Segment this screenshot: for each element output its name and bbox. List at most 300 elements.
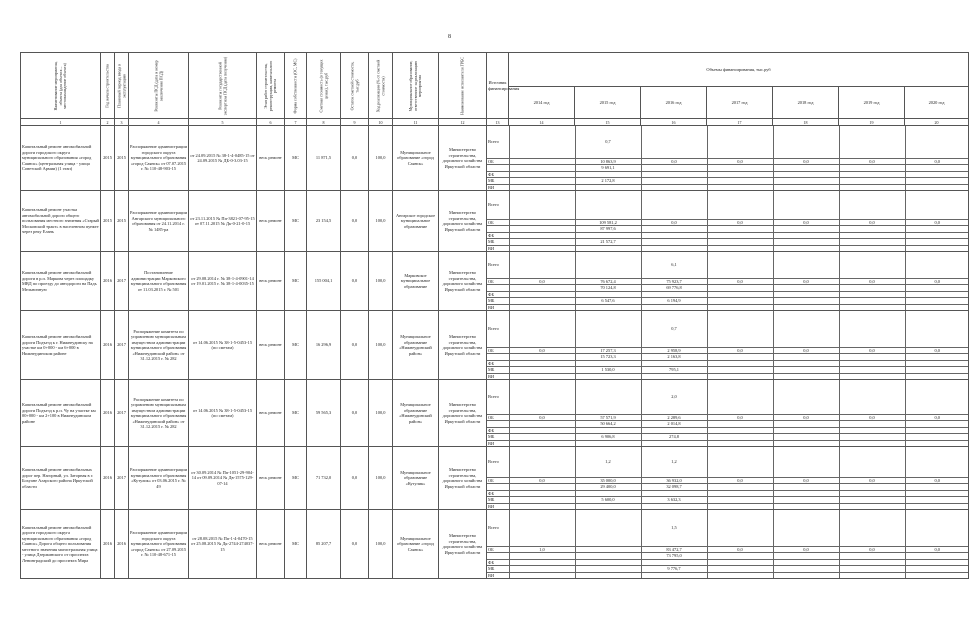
funding-value xyxy=(509,311,575,347)
funding-value xyxy=(707,252,773,278)
table-row xyxy=(21,191,969,252)
funding-value xyxy=(905,440,969,446)
funding-value xyxy=(773,311,839,347)
funding-value xyxy=(905,380,969,414)
funding-value xyxy=(905,191,969,219)
expertise-details: от 30.09.2014 № Пп-1051-29-904-14 от 09.09.2014 № Дв-1575-129-07-14 xyxy=(189,447,257,510)
column-number: 13 xyxy=(487,119,509,126)
funding-value: 0,0 xyxy=(707,414,773,421)
header-col3: Плановый период ввода в эксплуатацию xyxy=(115,53,129,119)
funding-value xyxy=(641,373,707,379)
estimated-cost: 59 565,3 xyxy=(307,380,341,447)
funding-value: 0,0 xyxy=(905,347,969,354)
funding-source: ОБ xyxy=(487,477,509,484)
funding-value xyxy=(509,503,575,509)
psd-details: Распоряжение комитета по управлению муниципальным имуществом администрации муниципального образования «Нижнеудинский район» от 31.12.2015 г. № 282 xyxy=(129,311,189,380)
ownership-form: МС xyxy=(285,126,307,191)
funding-value xyxy=(839,252,905,278)
funding-title: Объемы финансирования, тыс.руб xyxy=(509,53,969,87)
column-numbers-row xyxy=(21,119,969,126)
funding-value xyxy=(773,184,839,190)
header-col13: Источник финансирования xyxy=(487,53,509,119)
funding-value xyxy=(509,184,575,190)
progress-percent: 100,0 xyxy=(369,380,393,447)
funding-value xyxy=(773,373,839,379)
funding-grid xyxy=(487,311,969,380)
funding-value xyxy=(707,304,773,310)
funding-grid xyxy=(487,126,969,191)
funding-source: ВИ xyxy=(488,440,495,446)
column-number: 7 xyxy=(285,119,307,126)
funding-value: 0,0 xyxy=(707,158,773,165)
start-year: 2016 xyxy=(101,252,115,311)
funding-value xyxy=(839,245,905,251)
funding-source: ВИ xyxy=(488,304,495,310)
funding-value xyxy=(575,252,641,278)
funding-value xyxy=(905,184,969,190)
funding-value: 0,0 xyxy=(839,347,905,354)
funding-value xyxy=(509,447,575,477)
table-row xyxy=(21,311,969,380)
funding-value xyxy=(839,380,905,414)
funding-value: 87 997,6 xyxy=(575,226,641,233)
funding-value: 0,0 xyxy=(509,414,575,421)
funding-value xyxy=(773,191,839,219)
remaining-cost: 0,0 xyxy=(341,510,369,579)
funding-value xyxy=(641,503,707,509)
end-year: 2017 xyxy=(115,311,129,380)
page-number: 8 xyxy=(448,34,451,40)
estimated-cost: 16 296,9 xyxy=(307,311,341,380)
funding-grid xyxy=(487,380,969,447)
funding-value xyxy=(905,245,969,251)
funding-source: ВИ xyxy=(488,373,495,379)
funding-value xyxy=(509,440,575,446)
funding-source: ОБ xyxy=(487,278,509,285)
funding-source: ФБ xyxy=(487,490,509,497)
column-number: 10 xyxy=(369,119,393,126)
start-year: 2016 xyxy=(101,510,115,579)
year-header: 2016 год xyxy=(641,87,707,119)
ownership-form: МС xyxy=(285,252,307,311)
column-number: 11 xyxy=(393,119,439,126)
funding-value: 0,0 xyxy=(839,414,905,421)
funding-value xyxy=(575,503,641,509)
funding-value: 17 257,3 xyxy=(575,347,641,354)
funding-source: ОБ xyxy=(487,347,509,354)
funding-value xyxy=(641,245,707,251)
funding-value xyxy=(839,440,905,446)
funding-value: 1,2 xyxy=(641,447,707,477)
header-col6: Этап работ строительства, реконструкции, капитального ремонта xyxy=(257,53,285,119)
funding-value xyxy=(905,126,969,158)
funding-source: ФБ xyxy=(487,171,509,178)
executor: Министерство строительства, дорожного хозяйства Иркутской области xyxy=(439,447,487,510)
object-name: Капитальный ремонт автомобильной дороги городского округа муниципального образования «город Саянск» Дорога общего пользования местного значения магистральная улица - улица Дзержинского от проспекта Ленинградский до проспекта Мира xyxy=(21,510,101,579)
expertise-details: от 24.09.2015 № 38-1-4-0485-15 от 24.09.2015 № ДБ-0-3.03-15 xyxy=(189,126,257,191)
start-year: 2016 xyxy=(101,311,115,380)
funding-value xyxy=(707,440,773,446)
funding-value: 0,0 xyxy=(773,477,839,484)
funding-value xyxy=(707,311,773,347)
expertise-details: от 14.06.2015 № 38-1-5-0453-15 (по сметам) xyxy=(189,311,257,380)
funding-value xyxy=(905,311,969,347)
funding-value: 0,0 xyxy=(707,278,773,285)
funding-value xyxy=(707,510,773,546)
column-number: 1 xyxy=(21,119,101,126)
psd-details: Распоряжение администрации муниципального образования «Кутулик» от 03.06.2015 г. № 49 xyxy=(129,447,189,510)
start-year: 2016 xyxy=(101,380,115,447)
header-col7: Форма собственности (ОС, МС) xyxy=(285,53,307,119)
funding-source: МБ xyxy=(487,367,509,374)
psd-details: Распоряжение администрации городского округа муниципального образования «город Саянск» от 27.09.2015 г. № 110-48-671-15 xyxy=(129,510,189,579)
header-col12: Наименование исполнителя ГРБС xyxy=(439,53,487,119)
funding-value: 2 172,8 xyxy=(575,178,641,185)
funding-value: 3 632,3 xyxy=(641,497,707,504)
funding-value: 0,0 xyxy=(839,546,905,553)
funding-value xyxy=(509,304,575,310)
header-col11: Муниципальное образование, ответственное за реализацию мероприятия xyxy=(393,53,439,119)
funding-value xyxy=(509,252,575,278)
work-stage: весь ремонт xyxy=(257,191,285,252)
funding-value: 57 571,9 xyxy=(575,414,641,421)
remaining-cost: 0,0 xyxy=(341,191,369,252)
progress-percent: 100,0 xyxy=(369,191,393,252)
remaining-cost: 0,0 xyxy=(341,447,369,510)
funding-value: 2 014,8 xyxy=(641,421,707,428)
header-col8: Сметная стоимость (в текущих ценах), тыс.руб xyxy=(307,53,341,119)
funding-value: 2,0 xyxy=(641,380,707,414)
estimated-cost: 155 004,1 xyxy=(307,252,341,311)
funding-value xyxy=(839,510,905,546)
funding-value: 32 098,7 xyxy=(641,484,707,491)
funding-value: 0,0 xyxy=(905,477,969,484)
funding-value xyxy=(509,191,575,219)
object-name: Капитальный ремонт участка автомобильной дороги общего пользования местного значения «Старый Московский тракт» в населенном пункте через реку Елань xyxy=(21,191,101,252)
progress-percent: 100,0 xyxy=(369,510,393,579)
end-year: 2017 xyxy=(115,447,129,510)
funding-value: 0,0 xyxy=(773,414,839,421)
funding-value: 795,1 xyxy=(641,367,707,374)
funding-value: 0,0 xyxy=(905,546,969,553)
header-col9: Остаток сметной стоимости, тыс.руб xyxy=(341,53,369,119)
funding-grid xyxy=(487,447,969,510)
header-col1: Наименование мероприятия, объекта (для объекта – местонахождение объекта) xyxy=(21,53,101,119)
funding-value: 6 194,9 xyxy=(641,298,707,305)
funding-value xyxy=(575,311,641,347)
work-stage: весь ремонт xyxy=(257,447,285,510)
funding-value xyxy=(641,440,707,446)
expertise-details: от 23.11.2015 № Пп-3821-07-95-15 от 07.11.2015 № Дк-0-21-0-15 xyxy=(189,191,257,252)
funding-value: 1,0 xyxy=(509,546,575,553)
psd-details: Постановление администрации Марковского муниципального образования от 11.03.2015 г. № 501 xyxy=(129,252,189,311)
funding-value: 0,0 xyxy=(509,347,575,354)
column-number: 18 xyxy=(773,119,839,126)
funding-value xyxy=(839,311,905,347)
funding-value: 73 795,0 xyxy=(641,553,707,560)
funding-value: 83 472,7 xyxy=(641,546,707,553)
funding-value xyxy=(839,304,905,310)
ownership-form: МС xyxy=(285,510,307,579)
column-number: 5 xyxy=(189,119,257,126)
funding-source: МБ xyxy=(487,298,509,305)
municipality: Марковское муниципальное образование xyxy=(393,252,439,311)
funding-source: ВИ xyxy=(488,184,495,190)
funding-value: 6 906,8 xyxy=(575,434,641,441)
funding-value: 6,1 xyxy=(641,252,707,278)
funding-grid xyxy=(487,252,969,311)
header-col10: Ход реализации (% от сметной стоимости) xyxy=(369,53,393,119)
object-name: Капитальный ремонт автомобильной дороги Подъезд к г. Нижнеудинску на участке км 0+000 - км 6+000 в Нижнеудинском районе xyxy=(21,311,101,380)
start-year: 2016 xyxy=(101,447,115,510)
funding-source: ВИ xyxy=(488,503,495,509)
column-number: 4 xyxy=(129,119,189,126)
remaining-cost: 0,0 xyxy=(341,380,369,447)
funding-value xyxy=(773,126,839,158)
end-year: 2015 xyxy=(115,126,129,191)
funding-source: ОБ xyxy=(487,546,509,553)
funding-value: 35 000,0 xyxy=(575,477,641,484)
funding-value xyxy=(707,126,773,158)
funding-source: ОБ xyxy=(487,414,509,421)
funding-value: 0,0 xyxy=(707,347,773,354)
work-stage: весь ремонт xyxy=(257,380,285,447)
column-number: 3 xyxy=(115,119,129,126)
funding-value xyxy=(641,184,707,190)
funding-value: 29 400,0 xyxy=(575,484,641,491)
funding-value: 70 124,8 xyxy=(575,285,641,292)
funding-source: ФБ xyxy=(487,360,509,367)
table-row xyxy=(21,510,969,579)
funding-value: 5 600,0 xyxy=(575,497,641,504)
funding-value xyxy=(905,373,969,379)
funding-value: 69 776,8 xyxy=(641,285,707,292)
executor: Министерство строительства, дорожного хозяйства Иркутской области xyxy=(439,510,487,579)
funding-value xyxy=(839,572,905,578)
funding-value xyxy=(641,191,707,219)
funding-value xyxy=(905,510,969,546)
funding-value: 0,0 xyxy=(839,219,905,226)
executor: Министерство строительства, дорожного хозяйства Иркутской области xyxy=(439,380,487,447)
funding-value: 0,0 xyxy=(773,546,839,553)
funding-value xyxy=(773,447,839,477)
end-year: 2017 xyxy=(115,252,129,311)
expertise-details: от 14.06.2015 № 38-1-5-0453-15 (по сметам) xyxy=(189,380,257,447)
funding-value xyxy=(905,447,969,477)
header-col2: Год начала строительства xyxy=(101,53,115,119)
column-number: 6 xyxy=(257,119,285,126)
funding-source: ВИ xyxy=(488,572,495,578)
funding-value: 1,2 xyxy=(575,447,641,477)
column-number: 19 xyxy=(839,119,905,126)
funding-source: ВИ xyxy=(488,245,495,251)
funding-value xyxy=(839,126,905,158)
funding-source: ОБ xyxy=(487,219,509,226)
funding-value: 2 958,9 xyxy=(641,347,707,354)
funding-value: 0,0 xyxy=(839,278,905,285)
funding-value: 76 672,4 xyxy=(575,278,641,285)
funding-value: 0,7 xyxy=(641,311,707,347)
start-year: 2015 xyxy=(101,191,115,252)
financing-table xyxy=(20,52,969,579)
remaining-cost: 0,0 xyxy=(341,311,369,380)
table-row xyxy=(21,126,969,191)
funding-source: МБ xyxy=(487,239,509,246)
funding-value xyxy=(641,572,707,578)
municipality: Ангарское городское муниципальное образование xyxy=(393,191,439,252)
year-header: 2020 год xyxy=(905,87,969,119)
funding-value: 274,8 xyxy=(641,434,707,441)
funding-source: МБ xyxy=(487,497,509,504)
funding-value xyxy=(839,447,905,477)
expertise-details: от 28.08.2015 № Пп-1-4-0470-15 от 25.08.2015 № Дк-2744-274037-15 xyxy=(189,510,257,579)
funding-value: 0,0 xyxy=(773,219,839,226)
funding-value: 2 163,8 xyxy=(641,354,707,361)
executor: Министерство строительства, дорожного хозяйства Иркутской области xyxy=(439,252,487,311)
column-number: 9 xyxy=(341,119,369,126)
municipality: Муниципальное образование «Кутулик» xyxy=(393,447,439,510)
year-header: 2018 год xyxy=(773,87,839,119)
funding-value: 10 863,9 xyxy=(575,158,641,165)
funding-value: 1 530,0 xyxy=(575,367,641,374)
object-name: Капитальный ремонт автомобильной дороги городского округа муниципального образования «город Саянск» (центральная улица - улица Советской Армии) (1 этап) xyxy=(21,126,101,191)
end-year: 2017 xyxy=(115,380,129,447)
year-header: 2019 год xyxy=(839,87,905,119)
funding-value xyxy=(773,304,839,310)
funding-grid xyxy=(487,510,969,579)
funding-value: 0,0 xyxy=(509,477,575,484)
expertise-details: от 29.08.2014 г. № 38-1-4-0901-14 от 19.01.2015 г. № 38-1-4-0035-15 xyxy=(189,252,257,311)
funding-value: 6 547,6 xyxy=(575,298,641,305)
funding-value xyxy=(905,572,969,578)
funding-value xyxy=(575,245,641,251)
funding-value: 109 581,2 xyxy=(575,219,641,226)
funding-value: 0,0 xyxy=(641,219,707,226)
progress-percent: 100,0 xyxy=(369,252,393,311)
funding-source: МБ xyxy=(487,178,509,185)
funding-value xyxy=(575,373,641,379)
funding-value: 0,7 xyxy=(575,126,641,158)
remaining-cost: 0,0 xyxy=(341,126,369,191)
column-number: 16 xyxy=(641,119,707,126)
psd-details: Распоряжение администрации Ангарского муниципального образования от 24.11.2014 г. № 1485-ра xyxy=(129,191,189,252)
funding-value xyxy=(509,380,575,414)
funding-value: 9 691,1 xyxy=(575,165,641,172)
funding-value: 0,0 xyxy=(905,414,969,421)
executor: Министерство строительства, дорожного хозяйства Иркутской области xyxy=(439,191,487,252)
funding-value xyxy=(707,447,773,477)
funding-value xyxy=(575,184,641,190)
end-year: 2015 xyxy=(115,191,129,252)
funding-value: 0,0 xyxy=(773,347,839,354)
funding-value xyxy=(707,373,773,379)
funding-value xyxy=(575,304,641,310)
column-number: 20 xyxy=(905,119,969,126)
funding-value xyxy=(839,373,905,379)
funding-value xyxy=(641,304,707,310)
funding-value xyxy=(773,572,839,578)
psd-details: Распоряжение комитета по управлению муниципальным имуществом администрации муниципального образования «Нижнеудинский район» от 31.12.2015 г. № 282 xyxy=(129,380,189,447)
funding-value xyxy=(773,440,839,446)
funding-value xyxy=(773,510,839,546)
funding-value xyxy=(509,126,575,158)
funding-value xyxy=(707,184,773,190)
work-stage: весь ремонт xyxy=(257,510,285,579)
funding-value xyxy=(905,252,969,278)
funding-value: 2 289,6 xyxy=(641,414,707,421)
funding-grid xyxy=(487,191,969,252)
estimated-cost: 11 871,5 xyxy=(307,126,341,191)
ownership-form: МС xyxy=(285,311,307,380)
work-stage: весь ремонт xyxy=(257,311,285,380)
column-number: 14 xyxy=(509,119,575,126)
funding-value: 0,0 xyxy=(707,219,773,226)
object-name: Капитальный ремонт автомобильной дороги в р.п. Маркова через площадку МВД по проезду до автодороги на Падь Мельничную xyxy=(21,252,101,311)
column-number: 17 xyxy=(707,119,773,126)
funding-source: Всего xyxy=(487,510,509,546)
funding-source: Всего xyxy=(487,126,509,158)
funding-value xyxy=(707,245,773,251)
funding-value xyxy=(641,126,707,158)
funding-value xyxy=(575,380,641,414)
funding-value: 0,0 xyxy=(509,278,575,285)
progress-percent: 100,0 xyxy=(369,447,393,510)
funding-value: 0,0 xyxy=(905,158,969,165)
funding-value xyxy=(707,191,773,219)
funding-value xyxy=(707,380,773,414)
ownership-form: МС xyxy=(285,447,307,510)
funding-value: 0,0 xyxy=(905,278,969,285)
funding-value: 0,0 xyxy=(839,158,905,165)
table-row xyxy=(21,447,969,510)
column-number: 8 xyxy=(307,119,341,126)
funding-value xyxy=(575,191,641,219)
municipality: Муниципальное образование «город Саянск» xyxy=(393,510,439,579)
funding-source: Всего xyxy=(487,311,509,347)
funding-value: 0,0 xyxy=(773,278,839,285)
funding-source: МБ xyxy=(487,434,509,441)
executor: Министерство строительства, дорожного хозяйства Иркутской области xyxy=(439,126,487,191)
funding-source: Всего xyxy=(487,191,509,219)
funding-value xyxy=(839,191,905,219)
municipality: Муниципальное образование «Нижнеудинский район» xyxy=(393,311,439,380)
end-year: 2016 xyxy=(115,510,129,579)
funding-value xyxy=(773,245,839,251)
table-row xyxy=(21,252,969,311)
funding-value: 0,0 xyxy=(773,158,839,165)
funding-value: 9 776,7 xyxy=(641,566,707,573)
column-number: 12 xyxy=(439,119,487,126)
funding-value xyxy=(773,503,839,509)
funding-value: 15 723,3 xyxy=(575,354,641,361)
remaining-cost: 0,0 xyxy=(341,252,369,311)
funding-source: Всего xyxy=(487,380,509,414)
funding-value xyxy=(839,503,905,509)
funding-value xyxy=(509,373,575,379)
funding-value xyxy=(575,572,641,578)
funding-source: Всего xyxy=(487,252,509,278)
funding-value xyxy=(905,503,969,509)
funding-value xyxy=(773,252,839,278)
funding-value: 0,0 xyxy=(641,158,707,165)
funding-value: 1,5 xyxy=(641,510,707,546)
municipality: Муниципальное образование «Нижнеудинский район» xyxy=(393,380,439,447)
funding-value: 36 932,0 xyxy=(641,477,707,484)
year-header: 2015 год xyxy=(575,87,641,119)
psd-details: Распоряжение администрации городского округа муниципального образования «город Саянск» от 07.07.2015 г. № 110-48-903-15 xyxy=(129,126,189,191)
column-number: 15 xyxy=(575,119,641,126)
table-row xyxy=(21,380,969,447)
